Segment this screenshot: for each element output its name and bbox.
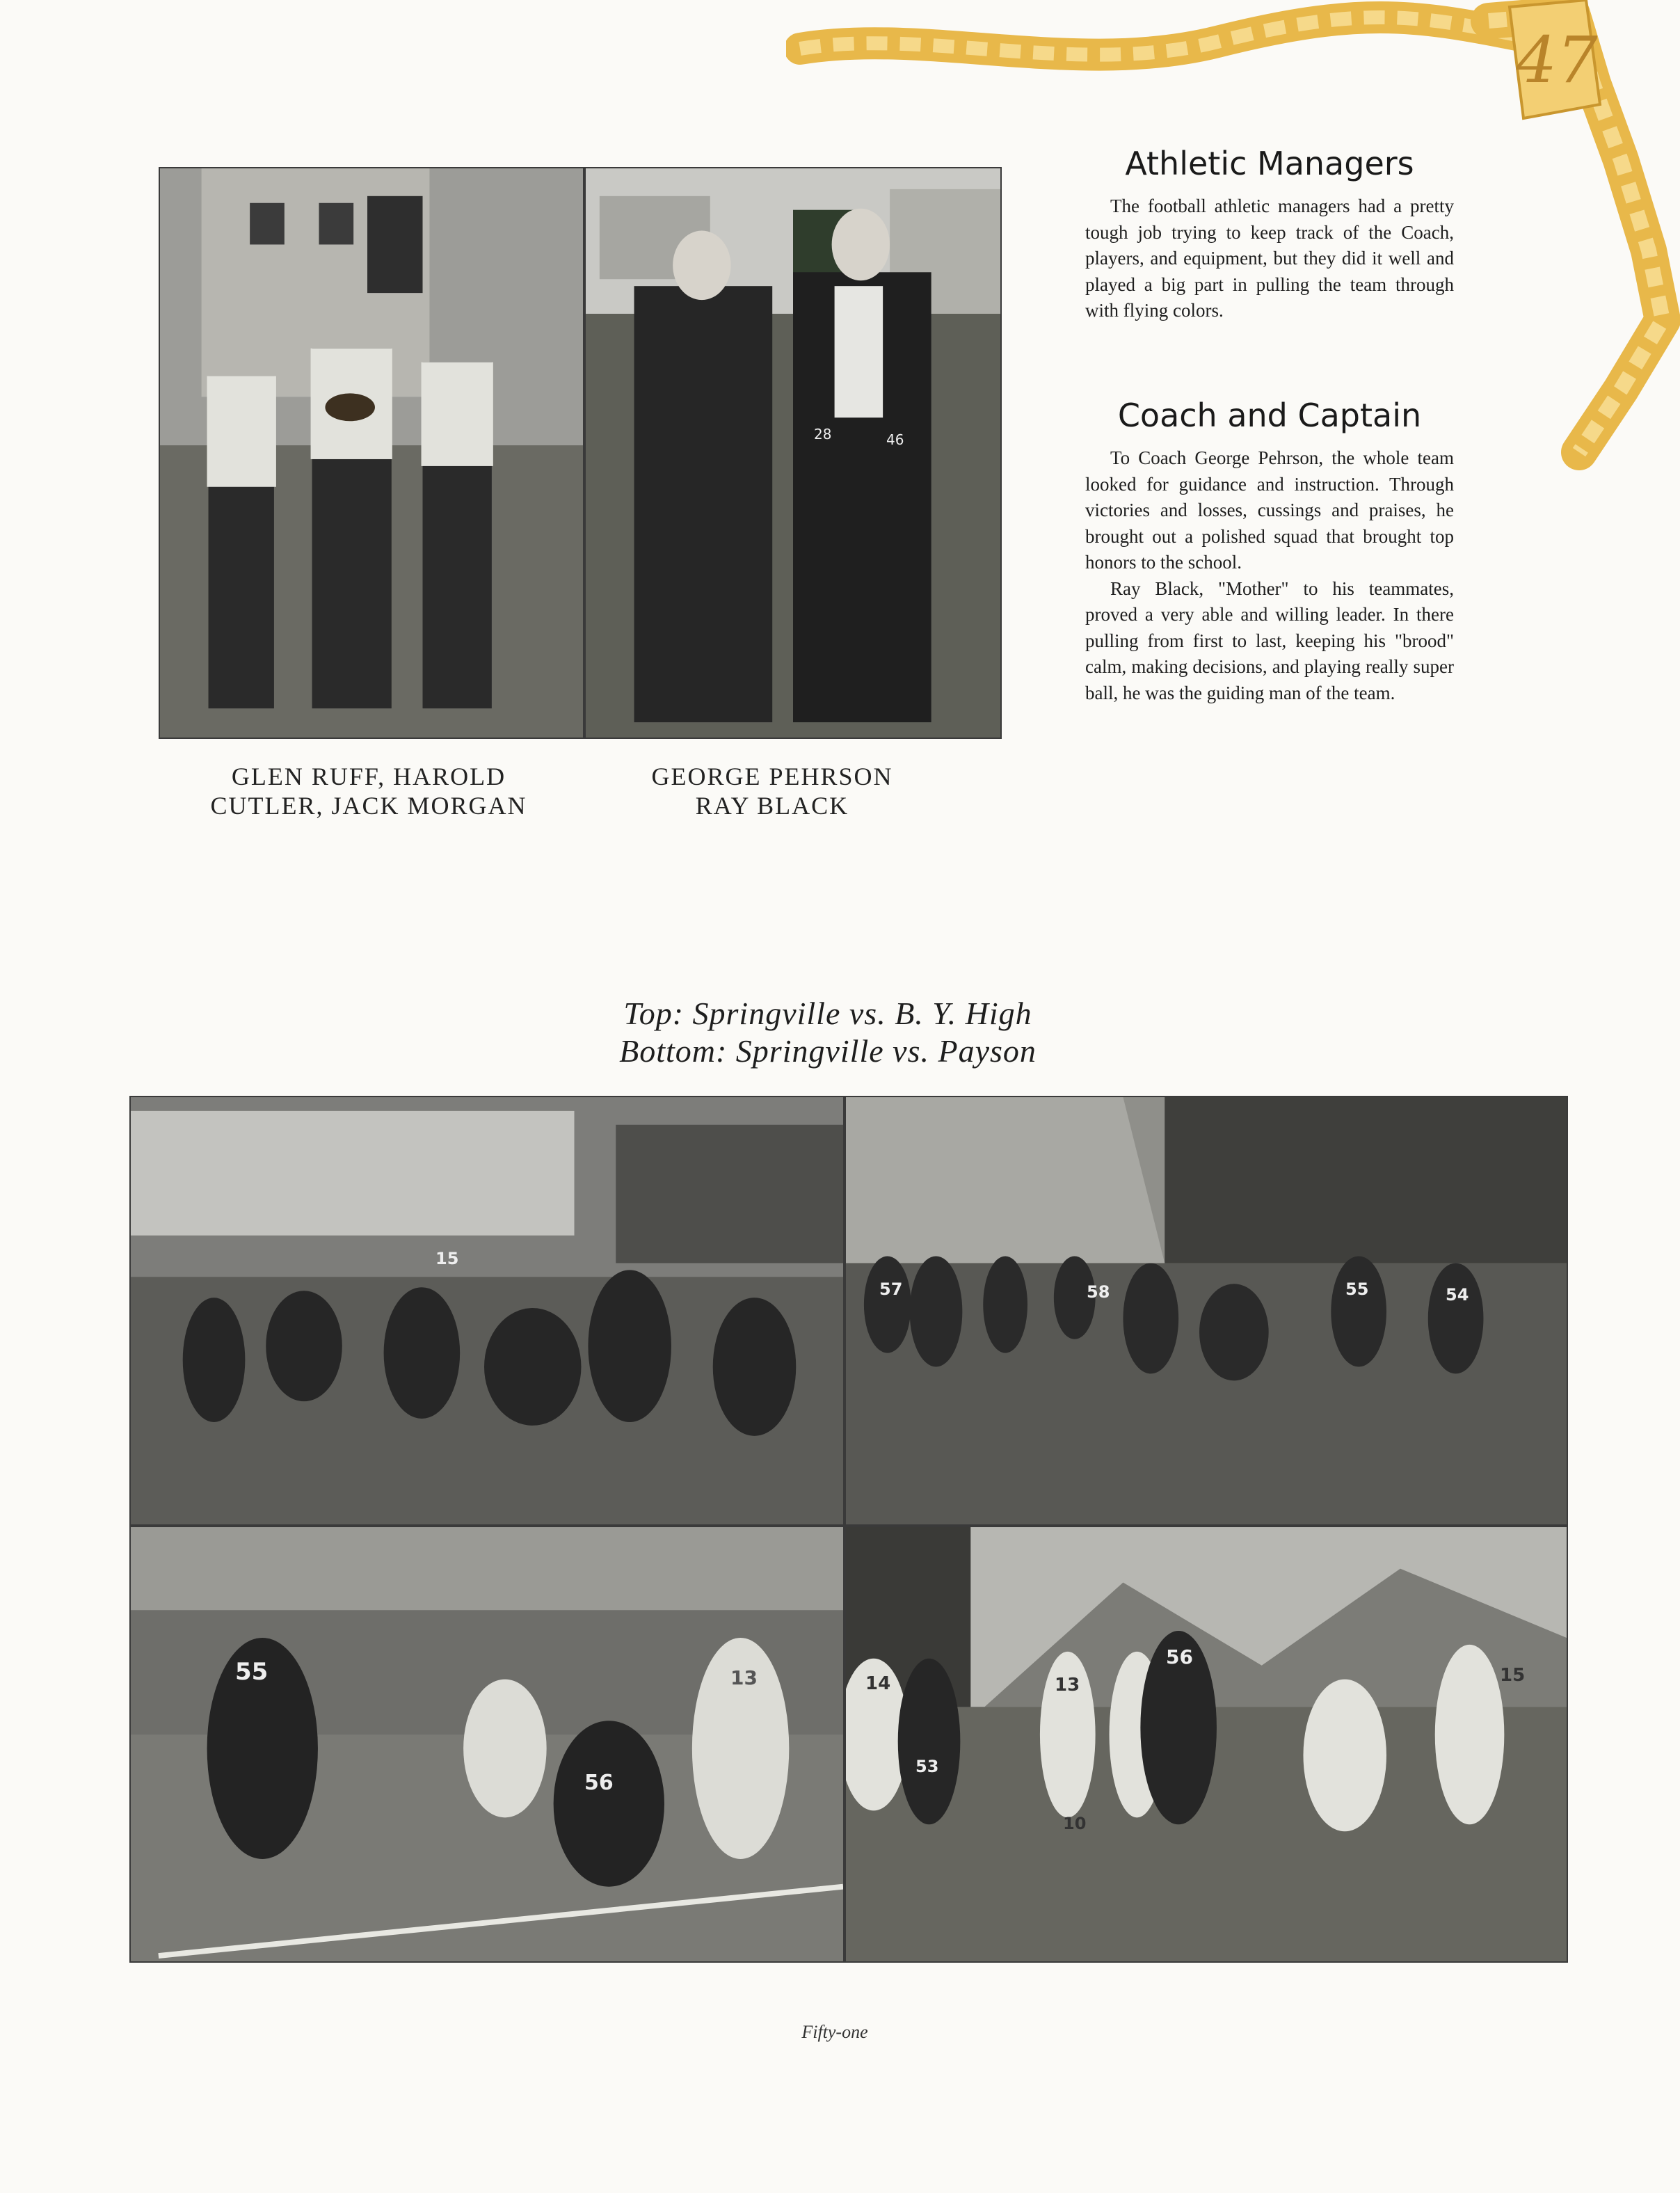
caption-line: GEORGE PEHRSON bbox=[651, 763, 893, 790]
game-photo-bottom-left bbox=[129, 1526, 845, 1963]
game-photo-top-right bbox=[845, 1096, 1568, 1526]
jersey-number: 15 bbox=[1500, 1665, 1526, 1686]
game-photo-top-left bbox=[129, 1096, 845, 1526]
jersey-number: 56 bbox=[584, 1771, 614, 1795]
jersey-number: 54 bbox=[1446, 1285, 1469, 1305]
jersey-number: 14 bbox=[865, 1673, 891, 1694]
caption-line: RAY BLACK bbox=[695, 792, 849, 820]
caption-line: GLEN RUFF, HAROLD bbox=[231, 763, 506, 790]
jersey-number: 53 bbox=[915, 1757, 939, 1776]
jersey-number: 57 bbox=[879, 1279, 903, 1299]
coach-captain-heading: Coach and Captain bbox=[1117, 397, 1422, 434]
jersey-number: 13 bbox=[730, 1666, 758, 1689]
athletic-managers-heading: Athletic Managers bbox=[1125, 145, 1414, 182]
coach-captain-photo bbox=[584, 167, 1002, 739]
year-label: 47 bbox=[1516, 23, 1598, 97]
jersey-number: 56 bbox=[1166, 1645, 1193, 1668]
managers-photo bbox=[159, 167, 584, 739]
managers-caption bbox=[160, 762, 577, 820]
jersey-number: 13 bbox=[1055, 1675, 1080, 1696]
title-line: Bottom: Springville vs. Payson bbox=[619, 1033, 1037, 1069]
caption-line: CUTLER, JACK MORGAN bbox=[210, 792, 527, 820]
jersey-number: 55 bbox=[1345, 1279, 1369, 1299]
page-number: Fifty-one bbox=[801, 2022, 868, 2042]
paragraph: Ray Black, "Mother" to his teammates, proved a very able and willing leader. In there pulling from first to last, keeping his "brood" calm, making decisions, and playing really super ball, he was the guiding man of the team. bbox=[1085, 577, 1454, 703]
sweater-number: 28 bbox=[814, 426, 832, 442]
coach-captain-text bbox=[1085, 445, 1454, 706]
title-line: Top: Springville vs. B. Y. High bbox=[623, 996, 1032, 1031]
sweater-number: 46 bbox=[886, 431, 904, 448]
paragraph: To Coach George Pehrson, the whole team looked for guidance and instruction. Through victories and losses, cussings and praises, he brought out a polished squad that brought top honors to the school. bbox=[1085, 447, 1454, 573]
paragraph: The football athletic managers had a pretty tough job trying to keep track of the Coach, players, and equipment, but they did it well and played a big part in pulling the team through with flying colors. bbox=[1085, 196, 1454, 321]
jersey-number: 10 bbox=[1063, 1814, 1087, 1833]
jersey-number: 15 bbox=[435, 1249, 459, 1268]
jersey-number: 58 bbox=[1087, 1282, 1110, 1302]
game-photo-bottom-right bbox=[845, 1526, 1568, 1963]
athletic-managers-text bbox=[1085, 193, 1454, 324]
coach-captain-caption bbox=[598, 762, 946, 820]
jersey-number: 55 bbox=[235, 1658, 269, 1686]
game-photos-title bbox=[445, 995, 1210, 1070]
